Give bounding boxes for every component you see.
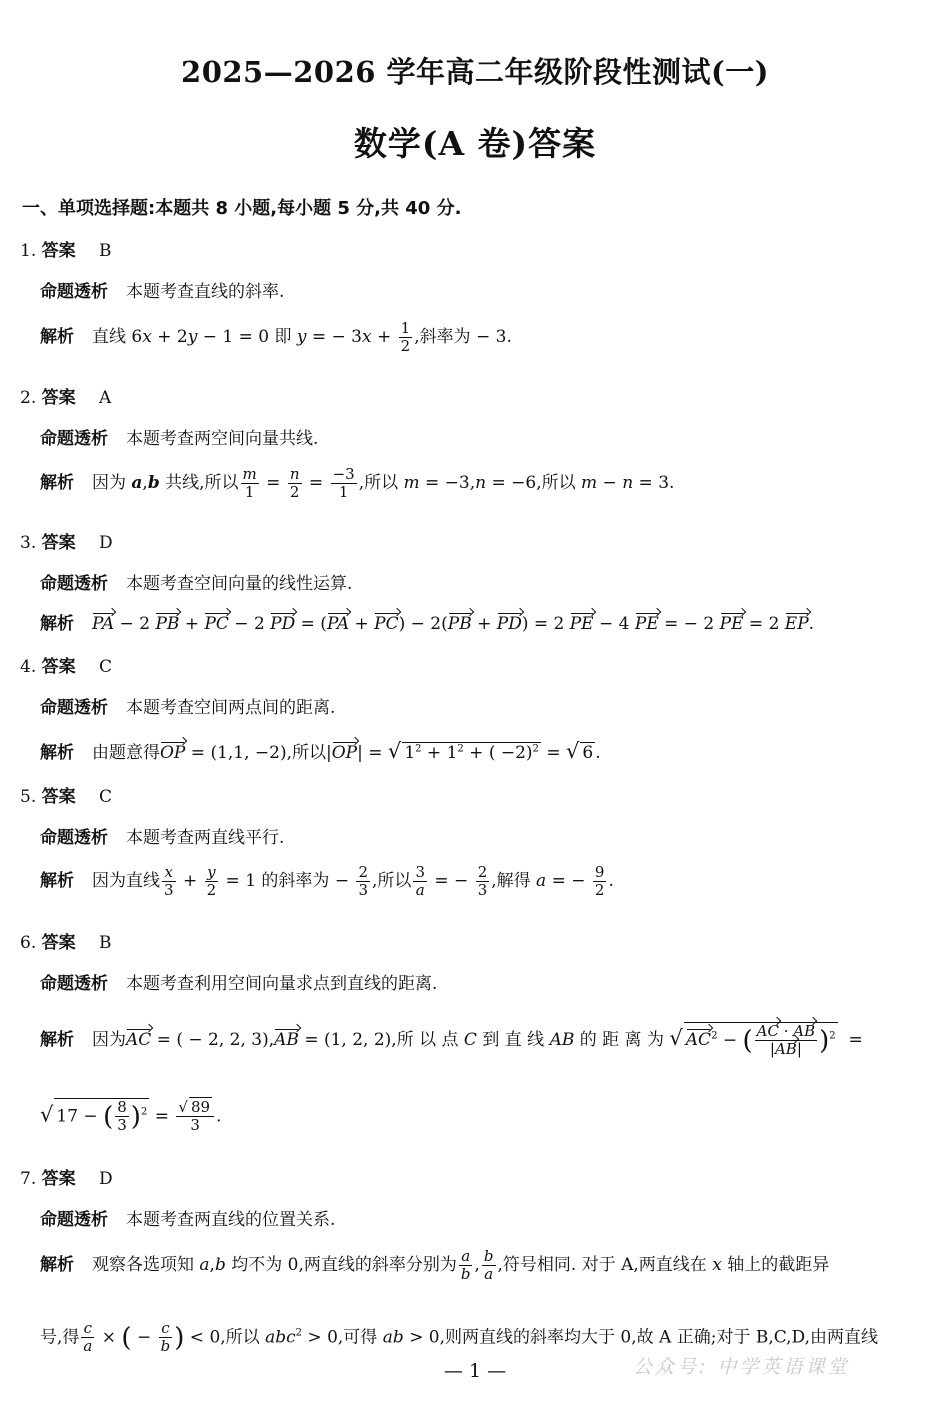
- intent-text: 本题考查利用空间向量求点到直线的距离.: [126, 974, 438, 994]
- question-2-answer: [20, 383, 111, 408]
- question-6-analysis-cont: √ 17 − ( $\frac{8}{3}$ )$^2$ = $\frac{√ 89}{3}$ .: [40, 1098, 222, 1135]
- intent-label: 命题透析: [40, 828, 108, 848]
- question-6-answer: [20, 928, 112, 953]
- analysis-label: 解析: [40, 473, 74, 494]
- answer-label: 答案: [41, 657, 76, 677]
- intent-text: 本题考查两直线的位置关系.: [126, 1210, 336, 1230]
- intent-text: 本题考查直线的斜率.: [126, 282, 285, 302]
- answer-label: 答案: [41, 533, 76, 553]
- question-number: 7.: [20, 1169, 37, 1189]
- intent-label: 命题透析: [40, 974, 108, 994]
- question-7-analysis-cont: 号,得 $\frac{c}{a}$ × ( − $\frac{c}{b}$ ) < 0,所以 abc$^2$ > 0,可得 ab > 0,则两直线的斜率均大于 0,故 A 正确;对于 B,C,D,由两直线: [40, 1319, 878, 1356]
- question-5-answer: [20, 782, 112, 807]
- intent-text: 本题考查两直线平行.: [126, 828, 285, 848]
- analysis-label: 解析: [40, 871, 74, 892]
- intent-text: 本题考查两空间向量共线.: [126, 429, 319, 449]
- intent-label: 命题透析: [40, 698, 108, 718]
- intent-label: 命题透析: [40, 574, 108, 594]
- question-5-intent: [40, 823, 284, 848]
- answer-value: B: [99, 933, 112, 953]
- answer-value: C: [99, 657, 113, 677]
- answer-value: A: [99, 388, 112, 408]
- answer-value: C: [99, 787, 113, 807]
- intent-text: 本题考查空间两点间的距离.: [126, 698, 336, 718]
- question-7-answer: [20, 1164, 113, 1189]
- question-2-analysis: 解析 因为 a,b 共线,所以 $\frac{m}{1}$ = $\frac{n}{2}$ = $\frac{-3}{1}$ ,所以 m = −3,n = −6,所以 m − n = 3.: [40, 465, 675, 502]
- watermark: 公众号: 中学英语课堂: [633, 1356, 850, 1378]
- question-2-intent: [40, 424, 318, 449]
- analysis-label: 解析: [40, 614, 74, 634]
- question-3-answer: [20, 528, 113, 553]
- question-1-answer: [20, 236, 112, 261]
- intent-label: 命题透析: [40, 1210, 108, 1230]
- question-4-intent: [40, 693, 335, 718]
- answer-label: 答案: [41, 388, 76, 408]
- question-1-analysis: 解析 直线 6x + 2y − 1 = 0 即 y = − 3x + $\frac{1}{2}$ ,斜率为 − 3.: [40, 319, 512, 356]
- analysis-label: 解析: [40, 1255, 74, 1276]
- question-1-intent: [40, 277, 284, 302]
- page-number: — 1 —: [443, 1360, 507, 1382]
- answer-label: 答案: [41, 787, 76, 807]
- intent-label: 命题透析: [40, 429, 108, 449]
- analysis-label: 解析: [40, 327, 74, 348]
- question-7-intent: [40, 1205, 335, 1230]
- answer-value: D: [99, 533, 113, 553]
- exam-subtitle: 数学(A 卷)答案: [353, 124, 597, 163]
- section-heading: 一、单项选择题:本题共 8 小题,每小题 5 分,共 40 分.: [22, 198, 462, 219]
- intent-text: 本题考查空间向量的线性运算.: [126, 574, 353, 594]
- question-4-answer: [20, 652, 112, 677]
- question-number: 3.: [20, 533, 37, 553]
- analysis-label: 解析: [40, 1030, 74, 1051]
- question-4-analysis: 解析 由题意得OP = (1,1, −2),所以|OP| = √ $1^2 + 1^2$ + ( −2)$^2$ = √ 6 .: [40, 739, 601, 763]
- exam-title: 2025—2026 学年高二年级阶段性测试(一): [181, 55, 769, 89]
- question-6-intent: [40, 969, 437, 994]
- question-3-intent: [40, 569, 352, 594]
- question-number: 6.: [20, 933, 37, 953]
- answer-label: 答案: [41, 241, 76, 261]
- question-number: 1.: [20, 241, 37, 261]
- analysis-label: 解析: [40, 743, 74, 763]
- answer-value: D: [99, 1169, 113, 1189]
- question-3-analysis: 解析 PA − 2 PB + PC − 2 PD = (PA + PC) − 2(PB + PD) = 2 PE − 4 PE = − 2 PE = 2 EP.: [40, 614, 815, 634]
- question-5-analysis: 解析 因为直线 $\frac{x}{3}$ + $\frac{y}{2}$ = 1 的斜率为 − $\frac{2}{3}$ ,所以 $\frac{3}{a}$ = − $\frac{2}{3}$ ,解得 a = − $\frac{9}{2}$ .: [40, 863, 614, 900]
- question-number: 5.: [20, 787, 37, 807]
- intent-label: 命题透析: [40, 282, 108, 302]
- question-6-analysis: 解析 因为AC = ( − 2, 2, 3),AB = (1, 2, 2),所 以 点 C 到 直 线 AB 的 距 离 为 √ $AC^2$ − ( $\frac{AC \cdot AB}{|AB|}$ )$^2$ =: [40, 1022, 863, 1059]
- question-7-analysis: 解析 观察各选项知 a,b 均不为 0,两直线的斜率分别为 $\frac{a}{b}$ , $\frac{b}{a}$ ,符号相同. 对于 A,两直线在 x 轴上的截距异: [40, 1247, 830, 1284]
- question-number: 2.: [20, 388, 37, 408]
- answer-label: 答案: [41, 1169, 76, 1189]
- answer-label: 答案: [41, 933, 76, 953]
- answer-value: B: [99, 241, 112, 261]
- question-number: 4.: [20, 657, 37, 677]
